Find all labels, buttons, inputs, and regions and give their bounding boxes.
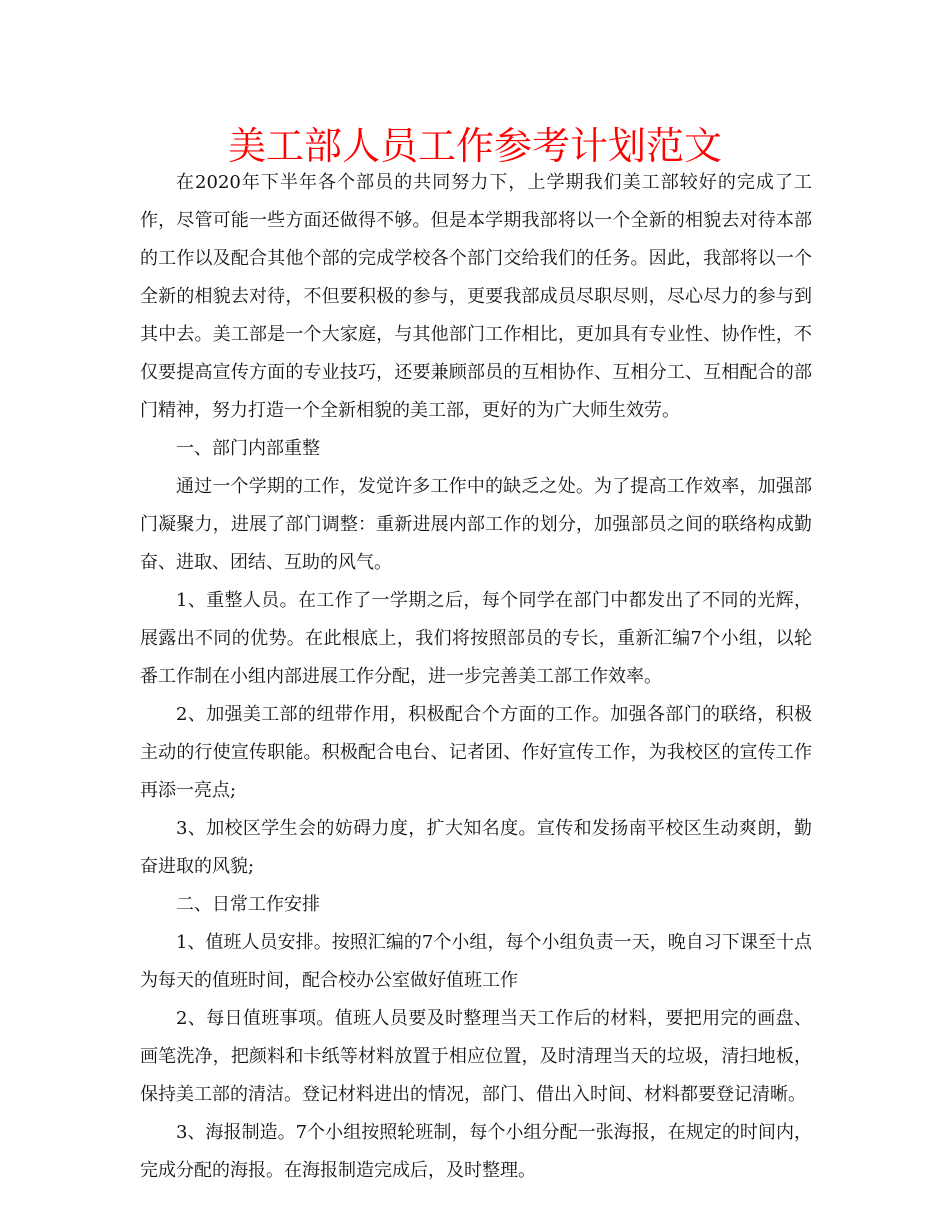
list-item-2-1: 1、值班人员安排。按照汇编的7个小组，每个小组负责一天，晚自习下课至十点为每天的值班时间，配合校办公室做好值班工作 [140, 932, 812, 991]
paragraph-intro: 在2020年下半年各个部员的共同努力下，上学期我们美工部较好的完成了工作，尽管可能一些方面还做得不够。但是本学期我部将以一个全新的相貌去对待本部的工作以及配合其他个部的完成学校各个部门交给我们的任务。因此，我部将以一个全新的相貌去对待，不但要积极的参与，更要我部成员尽职尽则，尽心尽力的参与到其中去。美工部是一个大家庭，与其他部门工作相比，更加具有专业性、协作性，不仅要提高宣传方面的专业技巧，还要兼顾部员的互相协作、互相分工、互相配合的部门精神，努力打造一个全新相貌的美工部，更好的为广大师生效劳。 [140, 172, 812, 421]
section-heading-2: 二、日常工作安排 [176, 894, 320, 915]
list-item-1-1: 1、重整人员。在工作了一学期之后，每个同学在部门中都发出了不同的光辉，展露出不同的优势。在此根底上，我们将按照部员的专长，重新汇编7个小组，以轮番工作制在小组内部进展工作分配，进一步完善美工部工作效率。 [140, 590, 812, 687]
section-heading-1: 一、部门内部重整 [176, 438, 320, 459]
list-item-2-3: 3、海报制造。7个小组按照轮班制，每个小组分配一张海报，在规定的时间内，完成分配的海报。在海报制造完成后，及时整理。 [140, 1122, 812, 1181]
list-item-1-2: 2、加强美工部的纽带作用，积极配合个方面的工作。加强各部门的联络，积极主动的行使宣传职能。积极配合电台、记者团、作好宣传工作，为我校区的宣传工作再添一亮点; [140, 704, 812, 801]
page-title: 美工部人员工作参考计划范文 [227, 124, 722, 168]
paragraph-section-1-intro: 通过一个学期的工作，发觉许多工作中的缺乏之处。为了提高工作效率，加强部门凝聚力，进展了部门调整：重新进展内部工作的划分，加强部员之间的联络构成勤奋、进取、团结、互助的风气。 [140, 476, 812, 573]
list-item-2-2: 2、每日值班事项。值班人员要及时整理当天工作后的材料，要把用完的画盘、画笔洗净，把颜料和卡纸等材料放置于相应位置，及时清理当天的垃圾，清扫地板，保持美工部的清洁。登记材料进出的情况，部门、借出入时间、材料都要登记清晰。 [140, 1008, 812, 1105]
document-body [140, 164, 812, 1190]
list-item-1-3: 3、加校区学生会的妨碍力度，扩大知名度。宣传和发扬南平校区生动爽朗，勤奋进取的风貌; [140, 818, 812, 877]
